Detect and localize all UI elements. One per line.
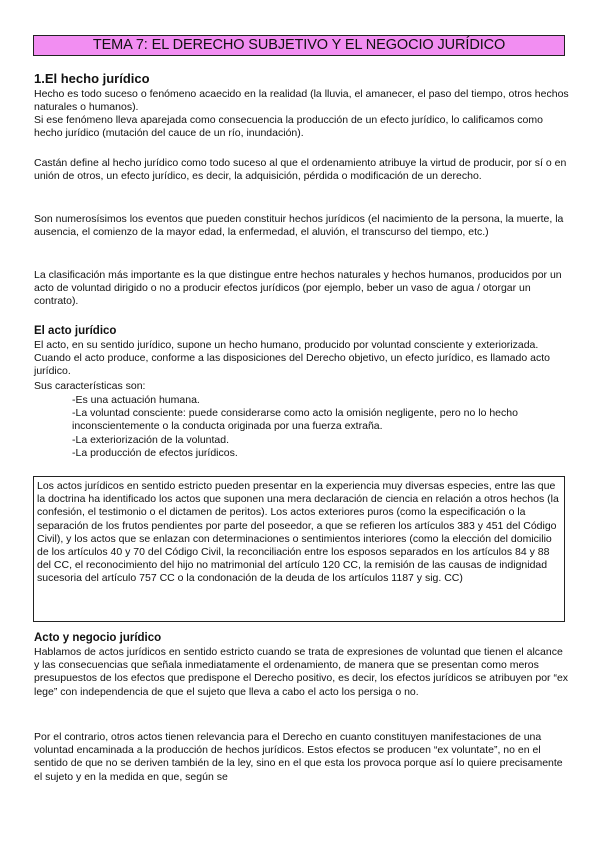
paragraph-eventos: Son numerosísimos los eventos que pueden constituir hechos jurídicos (el nacimiento de la persona, la muerte, la ausencia, el comienzo de la mayor edad, la enfermedad, el aluvión, el transcurso del tiempo, etc.) <box>34 213 564 239</box>
list-item: -La exteriorización de la voluntad. <box>72 433 230 446</box>
paragraph-acto-definition: El acto, en su sentido jurídico, supone un hecho humano, producido por voluntad consciente y exteriorizada. Cuando el acto produce, conforme a las disposiciones del Derecho objetivo, un efecto jurídico, es llamado acto jurídico. <box>34 339 550 378</box>
paragraph-actos-estricto: Hablamos de actos jurídicos en sentido estricto cuando se trata de expresiones de voluntad que tienen el alcance y las consecuencias que señala inmediatamente el ordenamiento, de manera que se presentan como meros presupuestos de los efectos que predispone el Derecho positivo, es decir, los efectos jurídicos se atribuyen por “ex lege” con independencia de que el sujeto que lleva a cabo el acto los persiga o no. <box>34 646 569 698</box>
section-heading-acto-negocio: Acto y negocio jurídico <box>34 632 162 644</box>
list-item: -La voluntad consciente: puede considerarse como acto la omisión negligente, pero no lo hecho inconscientemente o la conducta originada por una fuerza extraña. <box>72 407 518 433</box>
paragraph-por-el-contrario: Por el contrario, otros actos tienen relevancia para el Derecho en cuanto constituyen manifestaciones de una voluntad encaminada a la producción de hechos jurídicos. Estos efectos se producen “ex voluntate”, no en el sentido de que no se deriven también de la ley, sino en el que esta los provoca porque así lo quiere precisamente el sujeto y en la medida en que, según se <box>34 731 563 783</box>
paragraph-clasificacion: La clasificación más importante es la que distingue entre hechos naturales y hechos humanos, producidos por un acto de voluntad dirigido o no a producir efectos jurídicos (por ejemplo, beber un vaso de agua / otorgar un contrato). <box>34 269 562 308</box>
page-title: TEMA 7: EL DERECHO SUBJETIVO Y EL NEGOCIO JURÍDICO <box>33 35 565 56</box>
paragraph-hecho-definition: Hecho es todo suceso o fenómeno acaecido en la realidad (la lluvia, el amanecer, el paso del tiempo, otros hechos naturales o humanos). <box>34 88 569 114</box>
boxed-note <box>33 476 565 622</box>
caracteristicas-list <box>72 394 567 460</box>
paragraph-hecho-juridico: Si ese fenómeno lleva aparejada como consecuencia la producción de un efecto jurídico, lo calificamos como hecho jurídico (mutación del cauce de un río, inundación). <box>34 114 543 140</box>
list-item: -Es una actuación humana. <box>72 394 200 406</box>
section-heading-hecho-juridico: 1.El hecho jurídico <box>34 71 150 86</box>
section-heading-acto-juridico: El acto jurídico <box>34 325 117 337</box>
boxed-note-text: Los actos jurídicos en sentido estricto pueden presentar en la experiencia muy diversas especies, entre las que la doctrina ha identificado los actos que suponen una mera declaración de ciencia en relación a otros hechos (la confesión, el testimonio o el dictamen de peritos). Los actos exteriores puros (como la especificación o la separación de los frutos pendientes por parte del poseedor, a que se refieren los artículos 383 y 451 del Código Civil), y los actos que se enlazan con determinaciones o sentimientos interiores (como la elección del domicilio de los artículos 40 y 70 del Código Civil, la reconciliación entre los esposos separados en los artículos 84 y 88 del CC, el reconocimiento del hijo no matrimonial del artículo 120 CC, la remisión de las causas de indignidad sucesoria del artículo 757 CC o la condonación de la deuda de los artículos 1187 y sig. CC) <box>37 480 559 585</box>
list-item: -La producción de efectos jurídicos. <box>72 446 238 459</box>
paragraph-caracteristicas: Sus características son: <box>34 380 146 392</box>
paragraph-castan: Castán define al hecho jurídico como todo suceso al que el ordenamiento atribuye la virtud de producir, por sí o en unión de otros, un efecto jurídico, es decir, la adquisición, pérdida o modificación de un derecho. <box>34 157 567 183</box>
